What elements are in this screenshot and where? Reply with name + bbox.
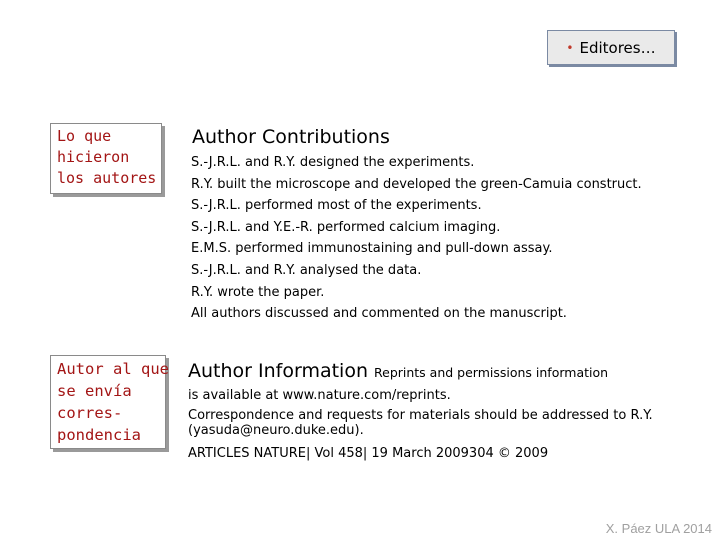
box-line: Lo que <box>57 127 112 145</box>
contributions-heading: Author Contributions <box>192 126 390 148</box>
information-heading <box>188 360 608 382</box>
editores-label: Editores… <box>579 38 656 57</box>
corresponding-author-box <box>50 355 169 449</box>
contribution-line: S.-J.R.L. performed most of the experiments. <box>191 198 482 214</box>
box-line: pondencia <box>57 426 141 444</box>
contribution-line: E.M.S. performed immunostaining and pull-down assay. <box>191 241 553 257</box>
box-line: se envía <box>57 382 132 400</box>
contribution-line: All authors discussed and commented on the manuscript. <box>191 306 567 322</box>
correspondence-line: Correspondence and requests for materials should be addressed to R.Y. <box>188 408 653 423</box>
contribution-line: R.Y. built the microscope and developed the green-Camuia construct. <box>191 176 642 192</box>
correspondence-email: (yasuda@neuro.duke.edu). <box>188 423 364 438</box>
authors-did-box <box>50 123 162 194</box>
contribution-line: S.-J.R.L. and Y.E.-R. performed calcium imaging. <box>191 219 501 235</box>
citation: ARTICLES NATURE| Vol 458| 19 March 2009304 © 2009 <box>188 446 549 461</box>
contribution-line: S.-J.R.L. and R.Y. designed the experiments. <box>191 155 475 170</box>
information-title: Author Information <box>188 360 368 382</box>
box-line: Autor al que <box>57 360 169 378</box>
contributions-list <box>191 152 642 325</box>
correspondence-block <box>188 408 653 438</box>
editores-button[interactable] <box>547 30 675 65</box>
bullet-icon: • <box>566 40 574 55</box>
contribution-line: R.Y. wrote the paper. <box>191 284 325 300</box>
reprints-label: Reprints and permissions information <box>374 365 609 380</box>
box-line: hicieron <box>57 148 130 166</box>
box-line: corres- <box>57 404 123 422</box>
reprints-line: is available at www.nature.com/reprints. <box>188 388 451 403</box>
footer-credit: X. Páez ULA 2014 <box>605 521 712 536</box>
box-line: los autores <box>57 169 157 187</box>
contribution-line: S.-J.R.L. and R.Y. analysed the data. <box>191 262 422 278</box>
